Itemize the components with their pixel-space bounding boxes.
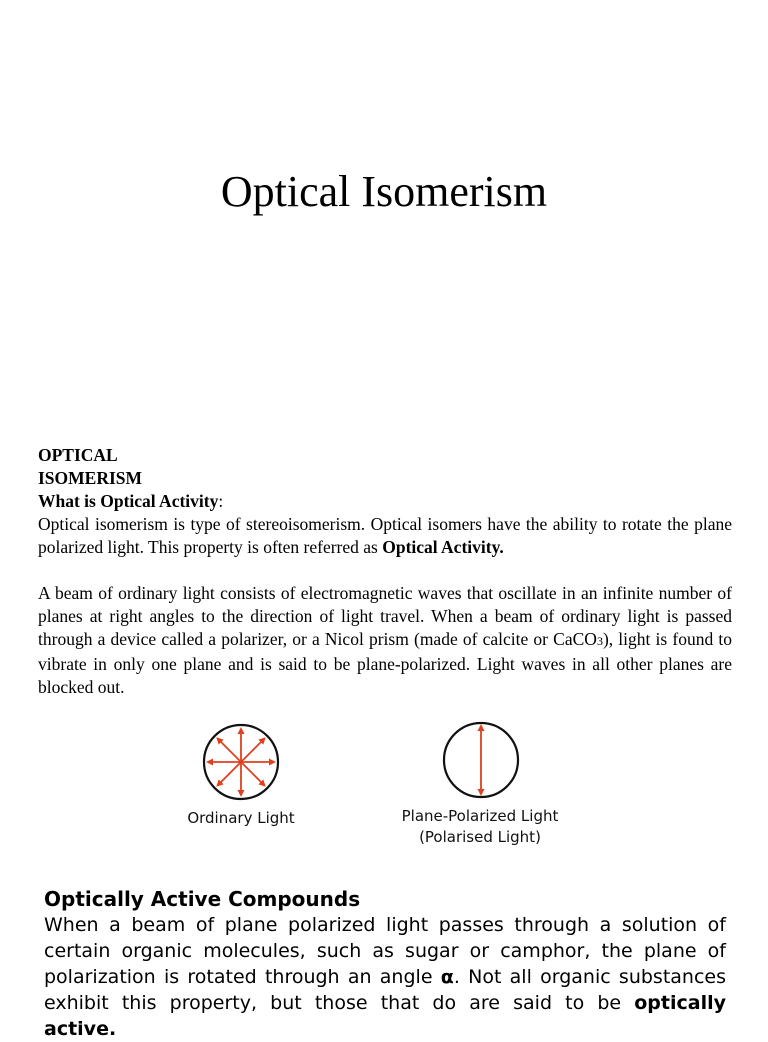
active-text-bold: optically active. xyxy=(44,992,726,1040)
active-text-start: When a beam of plane polarized light passes through a solution of certain organic molecules, such as sugar or camphor, the plane of polarization is rotated through an angle xyxy=(44,914,726,988)
question-colon: : xyxy=(218,491,224,511)
alpha-symbol: α xyxy=(440,966,454,988)
polarized-caption-line-2: (Polarised Light) xyxy=(419,828,541,846)
ordinary-arrow xyxy=(241,762,264,785)
active-text-mid: . Not all organic substances exhibit this property, but those that do are said to be xyxy=(44,966,726,1014)
paragraph-2-start: A beam of ordinary light consists of electromagnetic waves that oscillate in an infinite number of planes at right angles to the direction of light travel. When a beam of ordinary light is passed through a device called a polarizer, or a Nicol prism (made of calcite or CaCO xyxy=(38,583,732,649)
ordinary-arrow xyxy=(241,739,264,762)
optically-active-heading: Optically Active Compounds xyxy=(44,887,361,911)
ordinary-arrow xyxy=(218,739,241,762)
paragraph-1 xyxy=(38,513,732,559)
paragraph-2-end: ), light is found to vibrate in only one plane and is said to be plane-polarized. Light waves in all other planes are blocked out. xyxy=(38,629,732,697)
polarized-caption-line-1: Plane-Polarized Light xyxy=(401,807,559,825)
light-diagram xyxy=(0,715,768,875)
question-text: What is Optical Activity xyxy=(38,491,219,511)
optical-isomerism-section xyxy=(38,444,732,699)
ordinary-light-caption: Ordinary Light xyxy=(187,809,295,827)
section-heading-line-1: OPTICAL xyxy=(38,445,118,465)
paragraph-1-bold: Optical Activity. xyxy=(382,537,504,557)
optically-active-paragraph xyxy=(44,912,726,1042)
polarized-light-diagram xyxy=(444,723,518,797)
optically-active-section xyxy=(44,886,726,1042)
paragraph-2-subscript: 3 xyxy=(596,634,603,648)
ordinary-arrow xyxy=(218,762,241,785)
section-heading-line-2: ISOMERISM xyxy=(38,468,143,488)
paragraph-2 xyxy=(38,582,732,699)
ordinary-light-center xyxy=(239,760,243,764)
light-figure xyxy=(0,715,768,875)
paragraph-1-text: Optical isomerism is type of stereoisomerism. Optical isomers have the ability to rotate the plane polarized light. This property is often referred as xyxy=(38,514,732,557)
page-title: Optical Isomerism xyxy=(220,167,548,216)
question-line xyxy=(38,490,732,513)
polarized-light-caption xyxy=(380,806,580,848)
ordinary-light-diagram xyxy=(204,725,278,799)
